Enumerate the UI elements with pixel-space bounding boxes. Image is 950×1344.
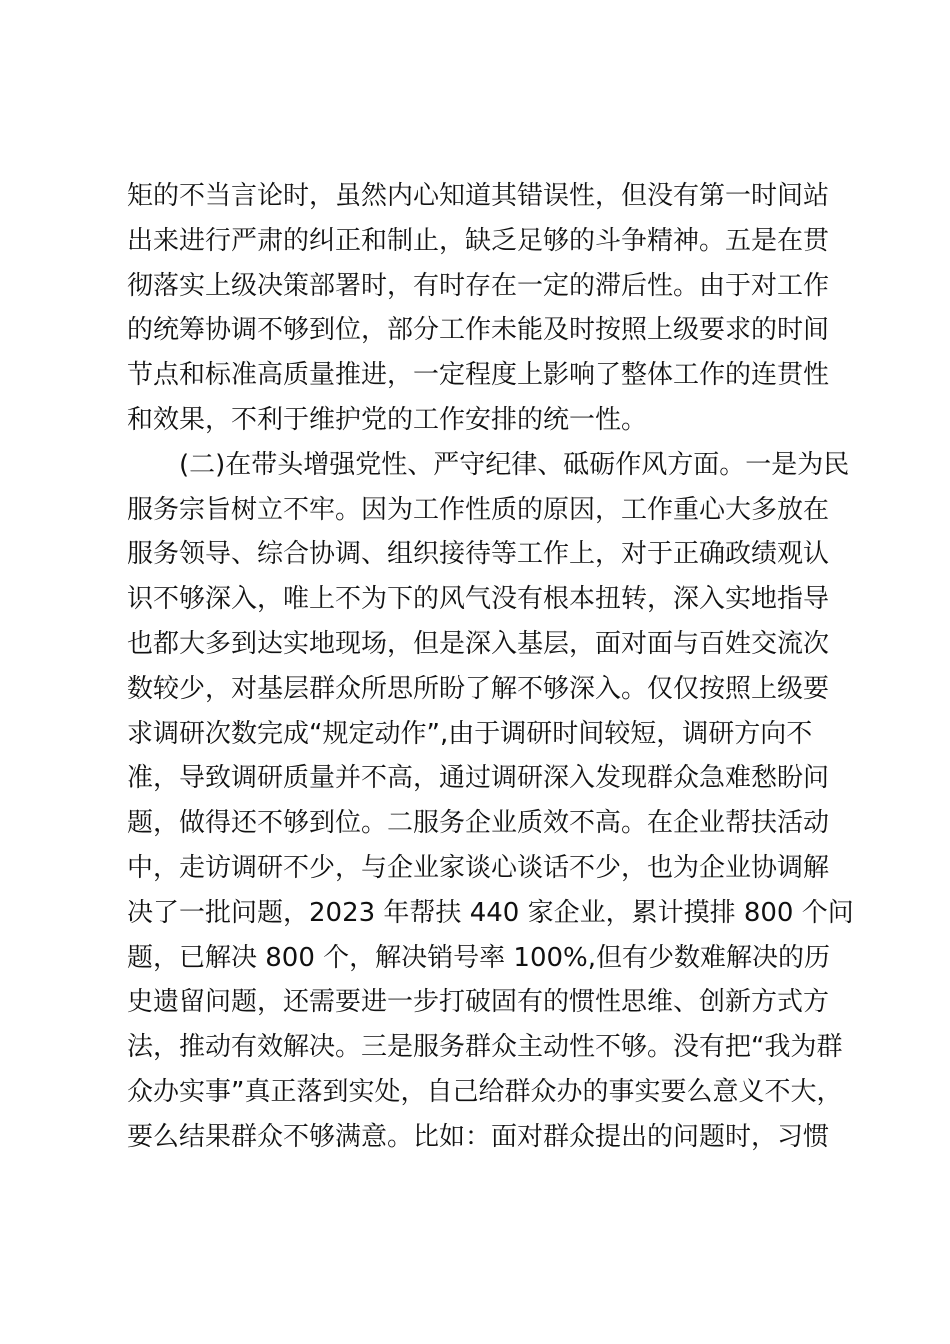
text-line: 矩的不当言论时，虽然内心知道其错误性，但没有第一时间站 [127, 181, 830, 211]
text-line: 也都大多到达实地现场，但是深入基层，面对面与百姓交流次 [127, 628, 830, 659]
text-line: 服务领导、综合协调、组织接待等工作上，对于正确政绩观认 [127, 539, 830, 570]
text-line: 出来进行严肃的纠正和制止，缺乏足够的斗争精神。五是在贯 [127, 225, 830, 256]
text-line: 求调研次数完成“规定动作”,由于调研时间较短，调研方向不 [127, 718, 813, 749]
text-line: 题，已解决 800 个，解决销号率 100%,但有少数难解决的历 [127, 942, 831, 973]
text-line: 和效果，不利于维护党的工作安排的统一性。 [127, 404, 648, 435]
text-line: 众办实事”真正落到实处，自己给群众办的事实要么意义不大， [127, 1076, 843, 1107]
text-line: 题，做得还不够到位。二服务企业质效不高。在企业帮扶活动 [127, 808, 830, 839]
text-line: 服务宗旨树立不牢。因为工作性质的原因，工作重心大多放在 [127, 494, 830, 525]
text-line: 要么结果群众不够满意。比如：面对群众提出的问题时，习惯 [127, 1121, 830, 1152]
section-heading-line: (二)在带头增强党性、严守纪律、砥砺作风方面。一是为民 [179, 449, 850, 480]
body-text [127, 174, 854, 1160]
text-line: 彻落实上级决策部署时，有时存在一定的滞后性。由于对工作 [127, 270, 830, 301]
text-line: 史遗留问题，还需要进一步打破固有的惯性思维、创新方式方 [127, 987, 830, 1018]
text-line: 准，导致调研质量并不高，通过调研深入发现群众急难愁盼问 [127, 763, 830, 794]
text-line: 中，走访调研不少，与企业家谈心谈话不少，也为企业协调解 [127, 852, 830, 883]
text-line: 节点和标准高质量推进，一定程度上影响了整体工作的连贯性 [127, 360, 830, 391]
text-line: 法，推动有效解决。三是服务群众主动性不够。没有把“我为群 [127, 1032, 843, 1063]
text-line: 决了一批问题，2023 年帮扶 440 家企业，累计摸排 800 个问 [127, 897, 854, 928]
text-line: 识不够深入，唯上不为下的风气没有根本扭转，深入实地指导 [127, 584, 830, 615]
text-line: 数较少，对基层群众所思所盼了解不够深入。仅仅按照上级要 [127, 673, 830, 704]
text-line: 的统筹协调不够到位，部分工作未能及时按照上级要求的时间 [127, 315, 830, 346]
